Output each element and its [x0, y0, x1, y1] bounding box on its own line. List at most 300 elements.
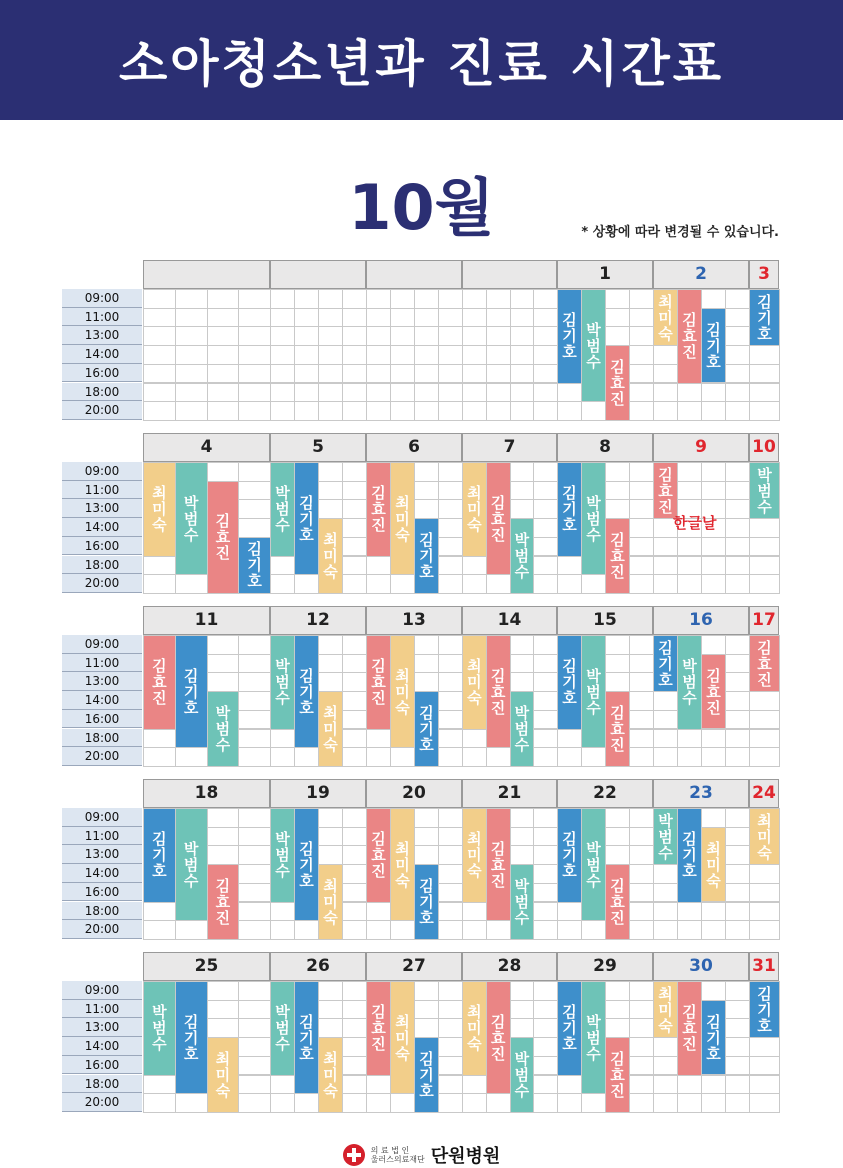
- schedule-cell: [462, 383, 487, 403]
- doctor-shift-bar: [750, 809, 779, 864]
- schedule-cell: [207, 635, 240, 655]
- schedule-cell: [175, 289, 208, 309]
- doctor-name: 박범수: [584, 840, 602, 889]
- schedule-cell: [366, 364, 391, 384]
- schedule-cell: [414, 672, 439, 692]
- schedule-cell: [486, 383, 511, 403]
- schedule-cell: [366, 574, 391, 594]
- day-number: 4: [200, 437, 213, 457]
- time-label: 18:00: [62, 556, 142, 575]
- schedule-cell: [414, 401, 439, 421]
- schedule-cell: [207, 1018, 240, 1038]
- doctor-shift-bar: [239, 538, 270, 593]
- schedule-cell: [438, 499, 463, 519]
- schedule-cell: [462, 364, 487, 384]
- schedule-cell: [557, 556, 582, 576]
- schedule-cell: [486, 326, 511, 346]
- schedule-cell: [438, 691, 463, 711]
- time-label: 14:00: [62, 518, 142, 537]
- schedule-cell: [143, 326, 176, 346]
- schedule-cell: [414, 326, 439, 346]
- time-label: 20:00: [62, 1093, 142, 1112]
- schedule-cell: [294, 364, 319, 384]
- schedule-cell: [653, 401, 678, 421]
- schedule-cell: [238, 883, 271, 903]
- schedule-cell: [725, 1037, 750, 1057]
- schedule-cell: [677, 747, 702, 767]
- schedule-cell: [701, 981, 726, 1001]
- day-number: 7: [503, 437, 516, 457]
- schedule-cell: [653, 710, 678, 730]
- schedule-cell: [294, 401, 319, 421]
- schedule-cell: [629, 920, 654, 940]
- doctor-name: 김효진: [608, 531, 626, 580]
- doctor-name: 김효진: [369, 658, 387, 707]
- doctor-name: 박범수: [584, 1013, 602, 1062]
- doctor-shift-bar: [208, 865, 239, 939]
- schedule-cell: [143, 729, 176, 749]
- schedule-cell: [605, 289, 630, 309]
- schedule-cell: [318, 481, 343, 501]
- schedule-cell: [207, 808, 240, 828]
- schedule-cell: [390, 401, 415, 421]
- schedule-cell: [749, 902, 780, 922]
- schedule-cell: [653, 1037, 678, 1057]
- schedule-cell: [510, 383, 535, 403]
- time-label: 11:00: [62, 827, 142, 846]
- schedule-cell: [207, 383, 240, 403]
- schedule-cell: [653, 902, 678, 922]
- schedule-cell: [629, 827, 654, 847]
- schedule-cell: [238, 518, 271, 538]
- schedule-cell: [677, 920, 702, 940]
- schedule-cell: [238, 1056, 271, 1076]
- schedule-cell: [533, 981, 558, 1001]
- doctor-name: 박범수: [149, 1004, 168, 1053]
- day-header-cell: [366, 260, 462, 289]
- schedule-cell: [629, 635, 654, 655]
- schedule-cell: [557, 401, 582, 421]
- doctor-shift-bar: [606, 692, 629, 766]
- schedule-cell: [677, 574, 702, 594]
- day-number: 13: [402, 610, 426, 630]
- schedule-cell: [438, 308, 463, 328]
- schedule-cell: [653, 345, 678, 365]
- schedule-cell: [701, 920, 726, 940]
- schedule-cell: [342, 1056, 367, 1076]
- doctor-shift-bar: [487, 463, 510, 574]
- schedule-cell: [701, 481, 726, 501]
- day-number: 1: [599, 264, 611, 284]
- doctor-shift-bar: [511, 692, 534, 766]
- schedule-cell: [749, 574, 780, 594]
- schedule-cell: [143, 401, 176, 421]
- schedule-cell: [342, 672, 367, 692]
- schedule-cell: [342, 462, 367, 482]
- schedule-cell: [677, 401, 702, 421]
- schedule-cell: [143, 308, 176, 328]
- doctor-shift-bar: [678, 290, 701, 383]
- day-number: 11: [194, 610, 219, 630]
- schedule-cell: [701, 635, 726, 655]
- schedule-cell: [238, 920, 271, 940]
- doctor-name: 박범수: [273, 1004, 291, 1053]
- schedule-cell: [342, 883, 367, 903]
- time-label: 09:00: [62, 462, 142, 481]
- schedule-cell: [533, 902, 558, 922]
- time-label: 09:00: [62, 981, 142, 1000]
- doctor-name: 김효진: [488, 840, 507, 889]
- schedule-cell: [749, 1056, 780, 1076]
- doctor-name: 김효진: [656, 466, 674, 515]
- schedule-cell: [677, 556, 702, 576]
- schedule-cell: [629, 556, 654, 576]
- doctor-shift-bar: [582, 290, 605, 401]
- schedule-cell: [438, 518, 463, 538]
- day-number: 19: [306, 783, 330, 803]
- day-number: 30: [689, 956, 713, 976]
- time-label: 13:00: [62, 326, 142, 345]
- doctor-shift-bar: [750, 463, 779, 518]
- doctor-name: 박범수: [181, 494, 200, 543]
- schedule-cell: [701, 902, 726, 922]
- schedule-cell: [510, 808, 535, 828]
- schedule-cell: [749, 864, 780, 884]
- schedule-cell: [701, 747, 726, 767]
- schedule-cell: [749, 710, 780, 730]
- schedule-cell: [207, 672, 240, 692]
- day-number: 8: [599, 437, 611, 457]
- schedule-cell: [318, 326, 343, 346]
- schedule-cell: [486, 920, 511, 940]
- schedule-cell: [510, 827, 535, 847]
- schedule-cell: [294, 289, 319, 309]
- doctor-name: 김기호: [297, 667, 315, 716]
- schedule-cell: [414, 827, 439, 847]
- schedule-cell: [438, 981, 463, 1001]
- doctor-name: 최미숙: [393, 840, 411, 889]
- day-number: 20: [402, 783, 426, 803]
- schedule-cell: [725, 920, 750, 940]
- doctor-name: 최미숙: [321, 1050, 339, 1099]
- schedule-cell: [701, 556, 726, 576]
- schedule-cell: [629, 747, 654, 767]
- schedule-cell: [701, 574, 726, 594]
- schedule-cell: [366, 920, 391, 940]
- schedule-cell: [238, 845, 271, 865]
- schedule-cell: [366, 326, 391, 346]
- doctor-shift-bar: [463, 809, 486, 902]
- schedule-cell: [238, 364, 271, 384]
- doctor-shift-bar: [463, 463, 486, 556]
- doctor-shift-bar: [391, 636, 414, 747]
- doctor-shift-bar: [558, 636, 581, 729]
- doctor-name: 박범수: [656, 812, 674, 861]
- schedule-cell: [725, 289, 750, 309]
- schedule-cell: [462, 747, 487, 767]
- notice-text: * 상황에 따라 변경될 수 있습니다.: [581, 225, 779, 240]
- doctor-shift-bar: [415, 1038, 438, 1112]
- schedule-cell: [462, 574, 487, 594]
- schedule-cell: [605, 654, 630, 674]
- doctor-shift-bar: [295, 982, 318, 1093]
- schedule-cell: [342, 401, 367, 421]
- schedule-cell: [701, 1075, 726, 1095]
- schedule-cell: [725, 462, 750, 482]
- schedule-cell: [533, 654, 558, 674]
- schedule-cell: [749, 401, 780, 421]
- doctor-name: 김효진: [369, 831, 387, 880]
- schedule-cell: [414, 654, 439, 674]
- schedule-cell: [438, 827, 463, 847]
- schedule-cell: [366, 1075, 391, 1095]
- schedule-cell: [653, 691, 678, 711]
- schedule-cell: [581, 401, 606, 421]
- doctor-shift-bar: [415, 519, 438, 593]
- time-label: 09:00: [62, 635, 142, 654]
- schedule-cell: [725, 308, 750, 328]
- schedule-cell: [653, 556, 678, 576]
- schedule-cell: [438, 902, 463, 922]
- schedule-cell: [318, 499, 343, 519]
- schedule-cell: [438, 883, 463, 903]
- schedule-cell: [414, 499, 439, 519]
- time-label: 13:00: [62, 1018, 142, 1037]
- doctor-shift-bar: [606, 865, 629, 939]
- schedule-cell: [270, 574, 295, 594]
- schedule-cell: [390, 308, 415, 328]
- schedule-cell: [270, 308, 295, 328]
- doctor-shift-bar: [654, 809, 677, 864]
- schedule-cell: [605, 827, 630, 847]
- doctor-name: 김효진: [608, 1050, 626, 1099]
- schedule-cell: [438, 864, 463, 884]
- doctor-name: 박범수: [273, 831, 291, 880]
- doctor-shift-bar: [208, 482, 239, 593]
- schedule-cell: [342, 556, 367, 576]
- doctor-name: 김효진: [213, 877, 232, 926]
- schedule-cell: [438, 1037, 463, 1057]
- doctor-name: 최미숙: [464, 658, 483, 707]
- schedule-cell: [533, 574, 558, 594]
- schedule-cell: [318, 672, 343, 692]
- doctor-name: 최미숙: [755, 812, 773, 861]
- schedule-cell: [342, 864, 367, 884]
- schedule-cell: [677, 462, 702, 482]
- schedule-cell: [175, 574, 208, 594]
- schedule-cell: [653, 920, 678, 940]
- doctor-shift-bar: [654, 982, 677, 1037]
- schedule-cell: [366, 289, 391, 309]
- schedule-cell: [749, 345, 780, 365]
- doctor-name: 최미숙: [393, 667, 411, 716]
- doctor-name: 최미숙: [393, 1013, 411, 1062]
- doctor-shift-bar: [176, 809, 207, 920]
- time-label: 11:00: [62, 1000, 142, 1019]
- schedule-cell: [725, 747, 750, 767]
- schedule-cell: [238, 326, 271, 346]
- doctor-shift-bar: [176, 982, 207, 1093]
- time-label: 18:00: [62, 729, 142, 748]
- doctor-shift-bar: [750, 290, 779, 345]
- doctor-name: 김효진: [704, 667, 722, 716]
- time-label: 11:00: [62, 654, 142, 673]
- schedule-cell: [270, 401, 295, 421]
- schedule-cell: [207, 289, 240, 309]
- doctor-name: 김기호: [181, 667, 200, 716]
- schedule-cell: [366, 401, 391, 421]
- schedule-cell: [701, 537, 726, 557]
- schedule-cell: [605, 308, 630, 328]
- time-label: 16:00: [62, 1056, 142, 1075]
- schedule-cell: [510, 981, 535, 1001]
- doctor-shift-bar: [511, 519, 534, 593]
- doctor-name: 김기호: [297, 1013, 315, 1062]
- schedule-cell: [366, 383, 391, 403]
- schedule-cell: [175, 747, 208, 767]
- doctor-name: 최미숙: [656, 293, 674, 342]
- schedule-cell: [238, 808, 271, 828]
- doctor-shift-bar: [271, 982, 294, 1075]
- schedule-cell: [533, 827, 558, 847]
- schedule-cell: [390, 920, 415, 940]
- schedule-cell: [581, 747, 606, 767]
- schedule-cell: [414, 635, 439, 655]
- schedule-cell: [629, 537, 654, 557]
- schedule-cell: [677, 902, 702, 922]
- time-label: 18:00: [62, 383, 142, 402]
- schedule-cell: [342, 308, 367, 328]
- schedule-cell: [725, 1075, 750, 1095]
- schedule-cell: [342, 902, 367, 922]
- doctor-name: 박범수: [755, 466, 773, 515]
- doctor-shift-bar: [367, 463, 390, 556]
- schedule-cell: [677, 1075, 702, 1095]
- schedule-cell: [533, 383, 558, 403]
- page-title: 소아청소년과 진료 시간표: [118, 35, 725, 93]
- doctor-name: 박범수: [512, 1050, 531, 1099]
- schedule-cell: [342, 499, 367, 519]
- doctor-name: 김효진: [369, 485, 387, 534]
- schedule-cell: [605, 808, 630, 828]
- schedule-cell: [486, 364, 511, 384]
- schedule-cell: [533, 808, 558, 828]
- schedule-cell: [629, 1093, 654, 1113]
- schedule-cell: [701, 729, 726, 749]
- schedule-cell: [207, 326, 240, 346]
- schedule-cell: [318, 827, 343, 847]
- doctor-name: 박범수: [273, 485, 291, 534]
- schedule-cell: [438, 401, 463, 421]
- day-number: 31: [752, 956, 776, 976]
- doctor-shift-bar: [271, 463, 294, 556]
- day-number: 6: [408, 437, 420, 457]
- schedule-cell: [462, 556, 487, 576]
- schedule-cell: [414, 845, 439, 865]
- day-number: 10: [752, 437, 776, 457]
- schedule-cell: [701, 289, 726, 309]
- schedule-cell: [438, 710, 463, 730]
- schedule-cell: [533, 1075, 558, 1095]
- doctor-shift-bar: [367, 636, 390, 729]
- doctor-shift-bar: [208, 692, 239, 766]
- doctor-name: 박범수: [584, 321, 602, 370]
- doctor-name: 박범수: [680, 658, 698, 707]
- schedule-cell: [725, 672, 750, 692]
- schedule-cell: [510, 672, 535, 692]
- doctor-name: 최미숙: [464, 485, 483, 534]
- schedule-cell: [510, 289, 535, 309]
- schedule-cell: [342, 1037, 367, 1057]
- schedule-cell: [725, 635, 750, 655]
- schedule-cell: [414, 345, 439, 365]
- doctor-shift-bar: [367, 809, 390, 902]
- schedule-cell: [342, 326, 367, 346]
- schedule-cell: [629, 654, 654, 674]
- schedule-cell: [725, 981, 750, 1001]
- schedule-cell: [629, 981, 654, 1001]
- doctor-name: 김기호: [704, 321, 722, 370]
- schedule-cell: [629, 345, 654, 365]
- schedule-cell: [605, 672, 630, 692]
- schedule-cell: [510, 499, 535, 519]
- schedule-cell: [701, 401, 726, 421]
- doctor-shift-bar: [606, 346, 629, 420]
- schedule-cell: [533, 556, 558, 576]
- doctor-name: 김기호: [560, 831, 578, 880]
- schedule-cell: [143, 1093, 176, 1113]
- schedule-cell: [557, 1075, 582, 1095]
- schedule-cell: [653, 1075, 678, 1095]
- schedule-cell: [653, 364, 678, 384]
- schedule-cell: [175, 1093, 208, 1113]
- schedule-cell: [342, 729, 367, 749]
- day-number: 2: [695, 264, 707, 284]
- doctor-name: 김기호: [417, 1050, 435, 1099]
- doctor-shift-bar: [678, 636, 701, 729]
- schedule-cell: [207, 654, 240, 674]
- schedule-cell: [725, 364, 750, 384]
- schedule-cell: [366, 345, 391, 365]
- schedule-cell: [366, 729, 391, 749]
- schedule-cell: [462, 308, 487, 328]
- time-label: 18:00: [62, 1075, 142, 1094]
- doctor-name: 최미숙: [321, 877, 339, 926]
- schedule-cell: [629, 845, 654, 865]
- logo-line2: 울러스의료재단: [370, 1155, 425, 1164]
- schedule-cell: [629, 1000, 654, 1020]
- schedule-cell: [207, 981, 240, 1001]
- day-header-cell: [462, 260, 557, 289]
- schedule-cell: [143, 383, 176, 403]
- day-number: 29: [593, 956, 617, 976]
- schedule-cell: [438, 1000, 463, 1020]
- schedule-cell: [294, 326, 319, 346]
- schedule-cell: [557, 1093, 582, 1113]
- schedule-cell: [207, 1000, 240, 1020]
- schedule-cell: [238, 635, 271, 655]
- schedule-cell: [605, 635, 630, 655]
- schedule-cell: [653, 864, 678, 884]
- doctor-name: 김기호: [560, 658, 578, 707]
- schedule-cell: [438, 574, 463, 594]
- time-label: 14:00: [62, 864, 142, 883]
- schedule-cell: [175, 345, 208, 365]
- schedule-cell: [533, 481, 558, 501]
- schedule-cell: [749, 1093, 780, 1113]
- schedule-cell: [414, 383, 439, 403]
- schedule-cell: [238, 981, 271, 1001]
